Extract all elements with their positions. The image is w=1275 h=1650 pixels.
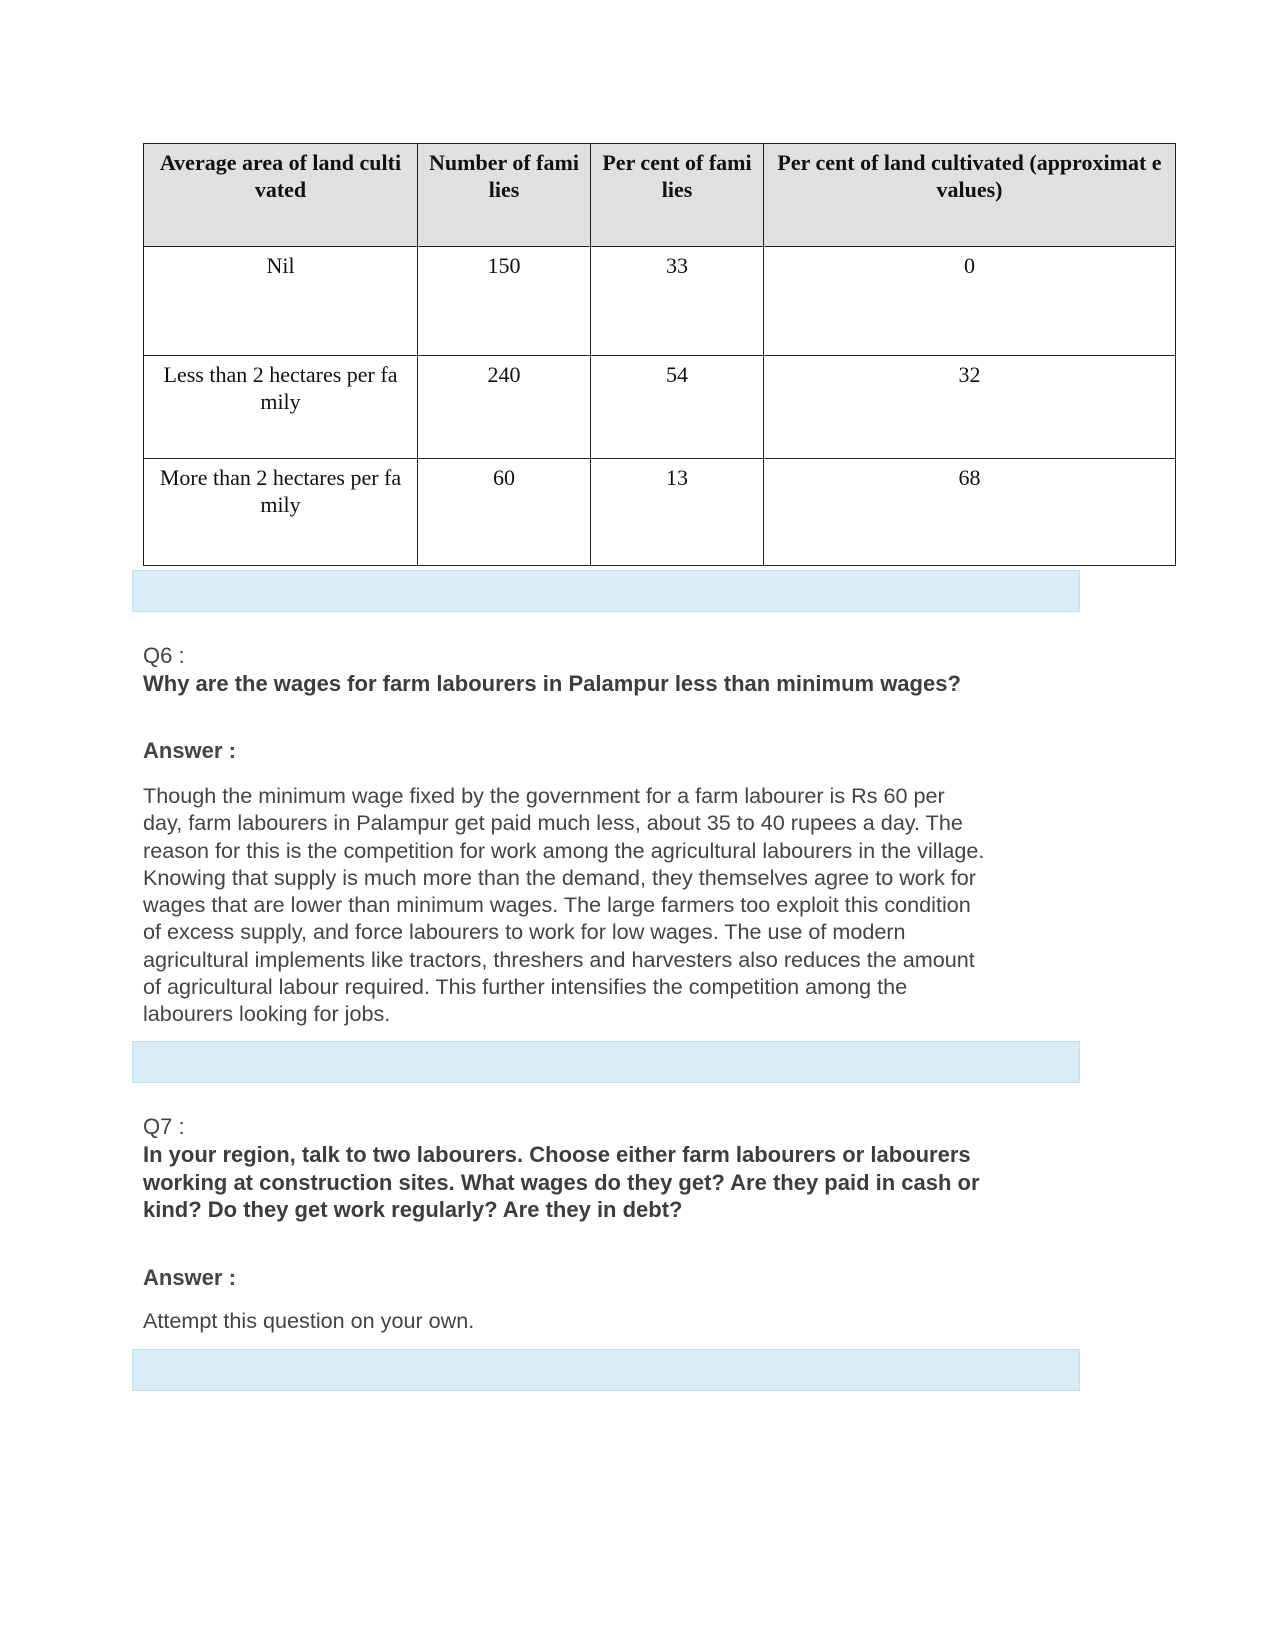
- answer-line: Knowing that supply is much more than the demand, they themselves agree to work for: [143, 864, 976, 890]
- q7-answer-label: Answer :: [143, 1265, 236, 1290]
- table-cell: 54: [591, 356, 764, 459]
- separator-band: [132, 570, 1080, 612]
- question-line: kind? Do they get work regularly? Are they in debt?: [143, 1197, 683, 1222]
- question-line: working at construction sites. What wages do they get? Are they paid in cash or: [143, 1169, 980, 1195]
- table-cell: 0: [764, 247, 1176, 356]
- answer-line: Though the minimum wage fixed by the government for a farm labourer is Rs 60 per: [143, 783, 945, 808]
- q7-question: [143, 1141, 980, 1224]
- table-row: [144, 356, 1176, 459]
- table-cell: 60: [418, 459, 591, 566]
- header-cell: Number of fami lies: [418, 144, 591, 247]
- answer-line: wages that are lower than minimum wages. The large farmers too exploit this condition: [143, 892, 971, 918]
- table-cell: 150: [418, 247, 591, 356]
- table-cell: 68: [764, 459, 1176, 566]
- header-cell: Per cent of land cultivated (approximat e values): [764, 144, 1176, 247]
- q6-answer-label: Answer :: [143, 738, 236, 763]
- q6-label: Q6 :: [143, 643, 185, 668]
- table-cell: Less than 2 hectares per fa mily: [144, 356, 418, 459]
- q6-answer: [143, 782, 984, 1028]
- answer-line: reason for this is the competition for work among the agricultural labourers in the village.: [143, 837, 985, 863]
- table-cell: 240: [418, 356, 591, 459]
- answer-line: labourers looking for jobs.: [143, 1001, 391, 1027]
- table-cell: 33: [591, 247, 764, 356]
- answer-line: day, farm labourers in Palampur get paid much less, about 35 to 40 rupees a day. The: [143, 810, 963, 836]
- table-row: [144, 247, 1176, 356]
- answer-line: of agricultural labour required. This further intensifies the competition among the: [143, 974, 908, 1000]
- table-cell: 32: [764, 356, 1176, 459]
- table-cell: Nil: [144, 247, 418, 356]
- q6-question: Why are the wages for farm labourers in Palampur less than minimum wages?: [143, 671, 961, 696]
- answer-line: of excess supply, and force labourers to work for low wages. The use of modern: [143, 919, 906, 945]
- separator-band: [132, 1041, 1080, 1083]
- answer-line: agricultural implements like tractors, threshers and harvesters also reduces the amount: [143, 946, 975, 972]
- table-cell: More than 2 hectares per fa mily: [144, 459, 418, 566]
- header-cell: Average area of land culti vated: [144, 144, 418, 247]
- table-header-row: [144, 144, 1176, 247]
- header-cell: Per cent of fami lies: [591, 144, 764, 247]
- q7-label: Q7 :: [143, 1114, 185, 1139]
- question-line: In your region, talk to two labourers. Choose either farm labourers or labourers: [143, 1142, 971, 1167]
- table-row: [144, 459, 1176, 566]
- land-cultivation-table: [143, 143, 1176, 566]
- q7-answer: Attempt this question on your own.: [143, 1308, 475, 1333]
- separator-band: [132, 1349, 1080, 1391]
- table-cell: 13: [591, 459, 764, 566]
